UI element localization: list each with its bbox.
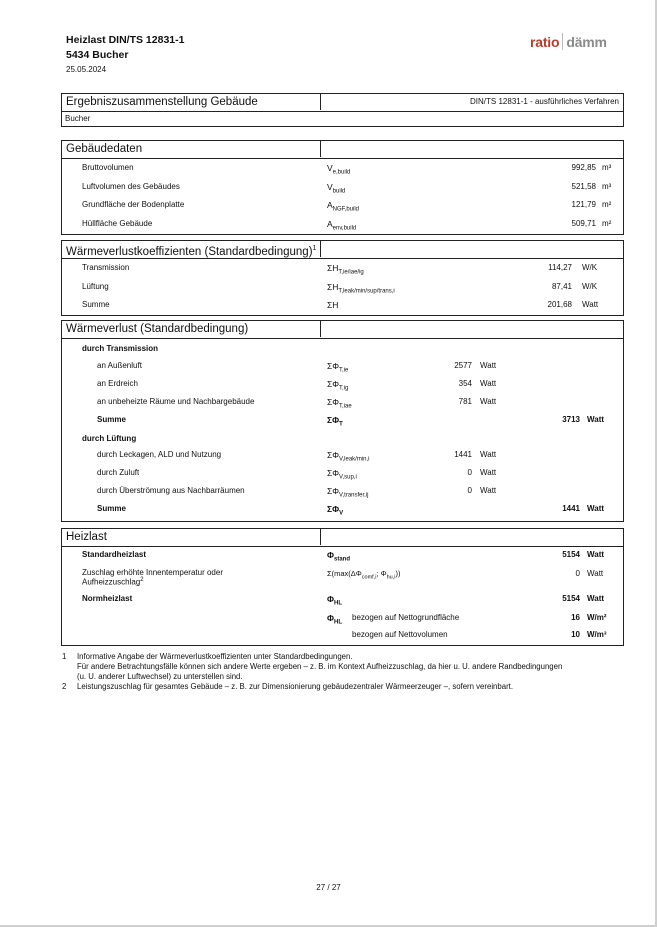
standardheizlast-symbol: $\Phi_{stand}$ xyxy=(327,550,350,563)
footnote-1-line-3: (u. U. anderer Luftwechsel) zu unterstellen sind. xyxy=(77,672,243,681)
company-logo xyxy=(530,33,607,50)
summary-title: Ergebniszusammenstellung Gebäude xyxy=(62,94,321,110)
coefficient-label: Lüftung xyxy=(82,281,109,291)
heat-loss-sum-value: 1441 xyxy=(562,504,580,513)
zuschlag-label-line2: Aufheizzuschlag$^2$ xyxy=(82,577,144,587)
waermeverlustkoeffizienten-section xyxy=(61,240,624,316)
method-label: DIN/TS 12831-1 - ausführliches Verfahren xyxy=(470,97,619,106)
per-area-unit: W/m² xyxy=(587,613,607,622)
building-data-unit: m³ xyxy=(602,163,612,172)
logo-text-daemm: dämm xyxy=(566,33,607,50)
building-data-symbol: $V_{build}$ xyxy=(327,181,346,195)
heat-loss-value: 0 xyxy=(467,468,472,477)
building-name: Bucher xyxy=(65,114,91,123)
gebaeudedaten-title: Gebäudedaten xyxy=(62,141,321,157)
heat-loss-sum-symbol: $\Sigma\Phi_V$ xyxy=(327,504,344,517)
transmission-heading: durch Transmission xyxy=(82,344,159,353)
heat-loss-value: 2577 xyxy=(454,361,472,370)
coefficient-unit: W/K xyxy=(582,281,598,291)
summary-header xyxy=(62,94,623,112)
heat-loss-symbol: $\Sigma\Phi_{T,ie}$ xyxy=(327,361,349,374)
heat-loss-unit: Watt xyxy=(480,397,497,406)
waermeverlustkoeffizienten-title: Wärmeverlustkoeffizienten (Standardbedingung)$^1$ xyxy=(62,241,321,257)
heat-loss-symbol: $\Sigma\Phi_{V,leak/min,i}$ xyxy=(327,450,370,463)
heat-loss-label: an unbeheizte Räume und Nachbargebäude xyxy=(97,397,255,406)
gebaeudedaten-section xyxy=(61,140,624,235)
coefficient-symbol: $\Sigma H_{T,ie/iae/ig}$ xyxy=(327,263,364,276)
waermeverlustkoeffizienten-header xyxy=(62,241,623,259)
coefficient-symbol: ΣH xyxy=(327,300,339,310)
heat-loss-symbol: $\Sigma\Phi_{V,transfer,ij}$ xyxy=(327,486,369,499)
zuschlag-unit: Watt xyxy=(587,569,604,578)
coefficient-label: Summe xyxy=(82,300,110,309)
heat-loss-value: 354 xyxy=(458,379,472,388)
standardheizlast-value: 5154 xyxy=(562,550,580,559)
zuschlag-value: 0 xyxy=(575,569,580,578)
heat-loss-value: 781 xyxy=(458,397,472,406)
per-area-value: 16 xyxy=(571,613,580,622)
coefficient-label: Transmission xyxy=(82,263,130,272)
waermeverlust-title: Wärmeverlust (Standardbedingung) xyxy=(62,321,321,337)
coefficient-value: 201,68 xyxy=(547,300,572,309)
heat-loss-label: an Außenluft xyxy=(97,361,142,370)
footnote-2-line-1: Leistungszuschlag für gesamtes Gebäude – z. B. zur Dimensionierung gebäudezentraler Wärmeerzeuger –, sofern vereinbart. xyxy=(77,682,513,691)
heat-loss-symbol: $\Sigma\Phi_{T,ig}$ xyxy=(327,379,349,392)
building-data-symbol: $V_{e,build}$ xyxy=(327,163,351,176)
heat-loss-sum-label: Summe xyxy=(97,415,126,424)
heat-loss-sum-unit: Watt xyxy=(587,504,605,513)
normheizlast-value: 5154 xyxy=(562,594,580,603)
coefficient-value: 114,27 xyxy=(548,263,572,272)
heat-loss-label: durch Zuluft xyxy=(97,468,140,477)
heat-loss-label: durch Überströmung aus Nachbarräumen xyxy=(97,486,245,495)
heat-loss-symbol: $\Sigma\Phi_{T,iae}$ xyxy=(327,397,352,410)
heat-loss-sum-label: Summe xyxy=(97,504,126,513)
lueftung-heading: durch Lüftung xyxy=(82,434,137,443)
heat-loss-sum-unit: Watt xyxy=(587,415,605,424)
logo-text-ratio: ratio xyxy=(530,33,560,50)
zuschlag-label-line1: Zuschlag erhöhte Innentemperatur oder xyxy=(82,568,223,577)
heat-loss-unit: Watt xyxy=(480,486,497,495)
gebaeudedaten-header xyxy=(62,141,623,159)
building-data-unit: m² xyxy=(602,218,612,228)
heizlast-title: Heizlast xyxy=(62,529,321,545)
document-date: 25.05.2024 xyxy=(66,65,107,74)
normheizlast-symbol: $\Phi_{HL}$ xyxy=(327,594,342,607)
heizlast-section xyxy=(61,528,624,646)
building-data-symbol: $A_{env,build}$ xyxy=(327,218,357,232)
per-area-symbol: $\Phi_{HL}$ xyxy=(327,613,342,626)
footnote-ref: 1 xyxy=(312,245,317,252)
heat-loss-value: 1441 xyxy=(454,450,472,459)
per-volume-unit: W/m³ xyxy=(587,630,607,639)
project-name: 5434 Bucher xyxy=(66,49,129,61)
per-volume-label: bezogen auf Nettovolumen xyxy=(352,630,448,639)
heat-loss-sum-value: 3713 xyxy=(562,415,580,424)
normheizlast-unit: Watt xyxy=(587,594,605,603)
heat-loss-unit: Watt xyxy=(480,361,497,370)
standardheizlast-label: Standardheizlast xyxy=(82,550,147,559)
coefficient-symbol: $\Sigma H_{T,leak/min/sup/trans,i}$ xyxy=(327,281,395,295)
building-data-label: Bruttovolumen xyxy=(82,163,134,172)
footnote-2-number: 2 xyxy=(62,682,67,691)
building-data-value: 121,79 xyxy=(571,200,596,209)
building-data-value: 521,58 xyxy=(571,181,596,191)
heat-loss-unit: Watt xyxy=(480,468,497,477)
building-data-label: Luftvolumen des Gebäudes xyxy=(82,181,180,191)
coefficient-unit: W/K xyxy=(582,263,598,272)
heat-loss-value: 0 xyxy=(467,486,472,495)
coefficient-unit: Watt xyxy=(582,300,599,309)
heat-loss-unit: Watt xyxy=(480,379,497,388)
footnote-1-line-1: Informative Angabe der Wärmeverlustkoeffizienten unter Standardbedingungen. xyxy=(77,652,353,661)
building-data-unit: m² xyxy=(602,200,612,209)
building-data-label: Grundfläche der Bodenplatte xyxy=(82,200,185,209)
standardheizlast-unit: Watt xyxy=(587,550,605,559)
per-volume-value: 10 xyxy=(571,630,580,639)
footnote-1-line-2: Für andere Betrachtungsfälle können sich andere Werte ergeben – z. B. im Kontext Aufheizzuschlag, da hier u. U. andere Randbedingungen xyxy=(77,662,563,671)
zuschlag-symbol: $\Sigma(\max(\Delta\Phi_{comf,i}$; $\Phi_{hu,i}$)) xyxy=(327,569,401,581)
building-data-value: 509,71 xyxy=(571,218,596,228)
building-data-value: 992,85 xyxy=(571,163,596,172)
per-area-label: bezogen auf Nettogrundfläche xyxy=(352,613,460,622)
building-data-label: Hüllfläche Gebäude xyxy=(82,218,153,228)
normheizlast-label: Normheizlast xyxy=(82,594,133,603)
waermeverlust-section xyxy=(61,320,624,522)
heat-loss-symbol: $\Sigma\Phi_{V,sup,i}$ xyxy=(327,468,357,481)
document-title: Heizlast DIN/TS 12831-1 xyxy=(66,34,185,46)
heat-loss-label: durch Leckagen, ALD und Nutzung xyxy=(97,450,222,459)
heat-loss-unit: Watt xyxy=(480,450,497,459)
page-number: 27 / 27 xyxy=(316,883,341,892)
heizlast-header xyxy=(62,529,623,547)
footnote-1-number: 1 xyxy=(62,652,67,661)
waermeverlust-header xyxy=(62,321,623,339)
coefficient-value: 87,41 xyxy=(551,281,572,291)
logo-divider xyxy=(562,33,563,50)
summary-section xyxy=(61,93,624,127)
heat-loss-label: an Erdreich xyxy=(97,379,138,388)
building-data-unit: m³ xyxy=(602,181,612,191)
heat-loss-sum-symbol: $\Sigma\Phi_T$ xyxy=(327,415,343,428)
building-data-symbol: $A_{NGF,build}$ xyxy=(327,200,360,213)
